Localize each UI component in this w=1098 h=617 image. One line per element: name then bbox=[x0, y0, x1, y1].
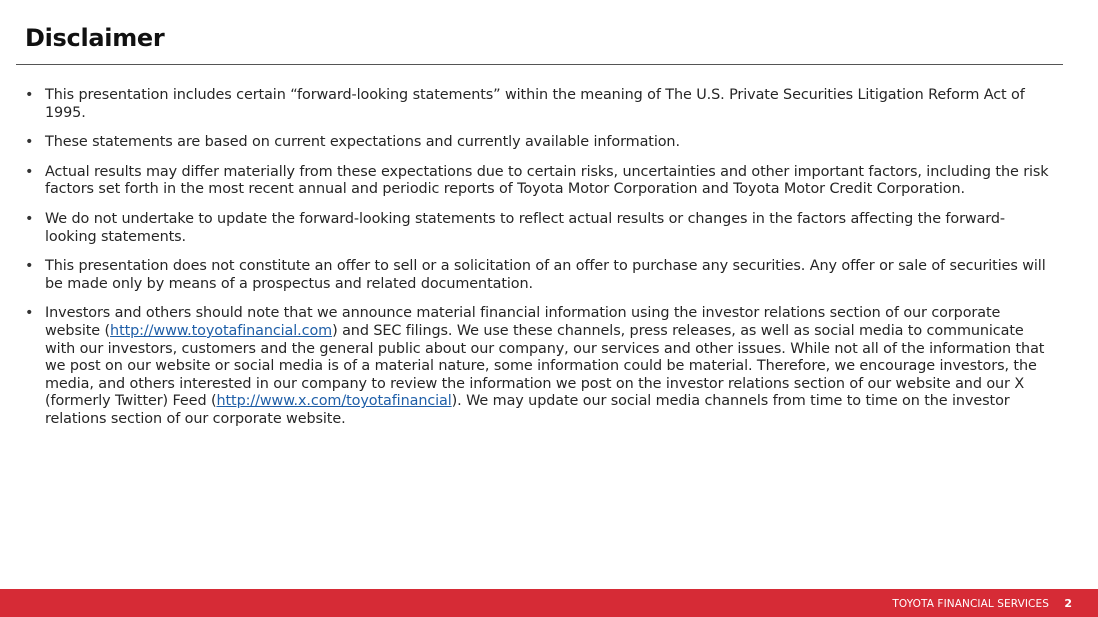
x-feed-link[interactable]: http://www.x.com/toyotafinancial bbox=[216, 393, 452, 410]
toyotafinancial-website-link[interactable]: http://www.toyotafinancial.com bbox=[110, 322, 333, 339]
investor-text-part1: Investors and others should note that we announce material financial information using the investor relations section of our corporate website ( bbox=[45, 305, 1001, 339]
page-number: 2 bbox=[1064, 597, 1072, 610]
bullet-not-an-offer: • This presentation does not constitute an offer to sell or a solicitation of an offer to purchase any securities. Any offer or sale of securities will be made only by means of a prospectus and related documentation. bbox=[25, 258, 1055, 293]
bullet-current-expectations: • These statements are based on current expectations and currently available information. bbox=[25, 134, 1055, 152]
footer-brand-label: TOYOTA FINANCIAL SERVICES bbox=[892, 598, 1049, 610]
bullet-investor-information bbox=[25, 305, 1055, 428]
bullet-actual-results: • Actual results may differ materially from these expectations due to certain risks, uncertainties and other important factors, including the risk factors set forth in the most recent annual and periodic reports of Toyota Motor Corporation and Toyota Motor Credit Corporation. bbox=[25, 164, 1055, 199]
bullet-forward-looking: • This presentation includes certain “forward-looking statements” within the meaning of The U.S. Private Securities Litigation Reform Act of 1995. bbox=[25, 87, 1055, 122]
slide-title: Disclaimer bbox=[25, 24, 165, 52]
footer-bar bbox=[0, 589, 1098, 617]
disclaimer-bullet-list bbox=[25, 87, 1055, 441]
investor-text-part2: ) and SEC filings. We use these channels, press releases, as well as social media to communicate with our investors, customers and the general public about our company, our services and other issues. While not all of the information that we post on our website or social media is of a material nature, some information could be material. Therefore, we encourage investors, the media, and others interested in our company to review the information we post on the investor relations section of our website and our X (formerly Twitter) Feed ( bbox=[45, 322, 1045, 410]
investor-text-part3: ). We may update our social media channels from time to time on the investor relations section of our corporate website. bbox=[45, 393, 1010, 427]
title-divider bbox=[16, 64, 1063, 65]
bullet-no-update: • We do not undertake to update the forward-looking statements to reflect actual results or changes in the factors affecting the forward-looking statements. bbox=[25, 211, 1055, 246]
